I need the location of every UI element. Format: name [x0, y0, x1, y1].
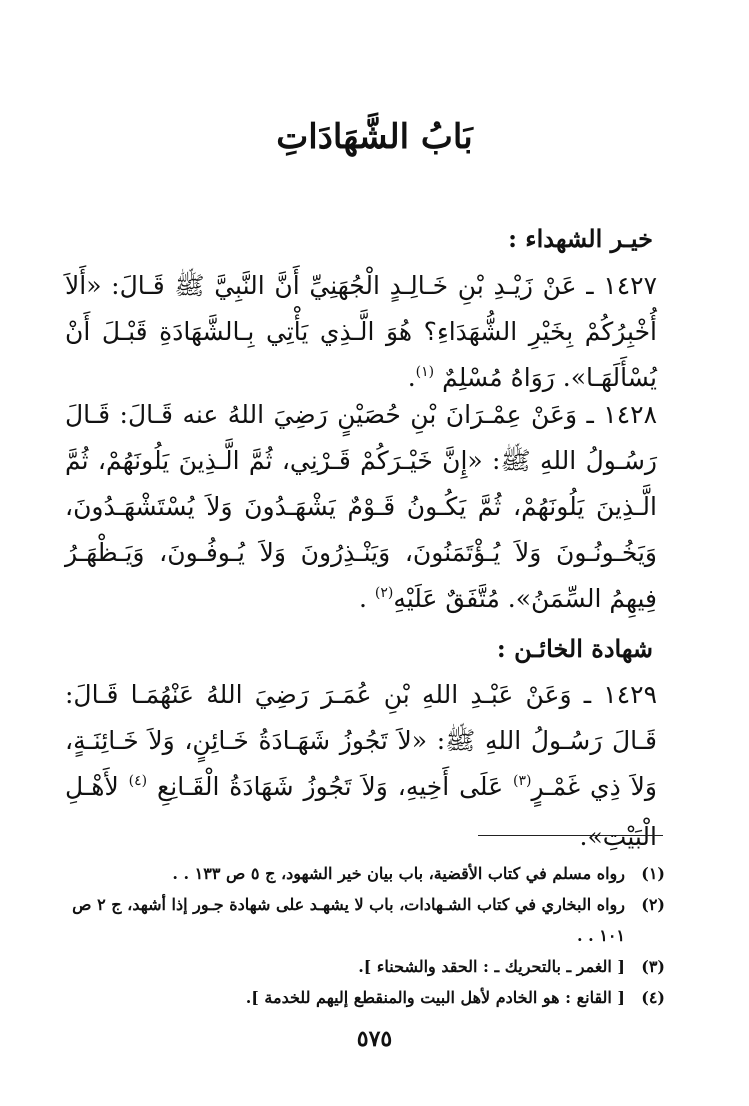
- hadith-1427-end: .: [407, 363, 416, 392]
- hadith-1429-mid: عَلَى أَخِيهِ، وَلاَ تَجُوزُ شَهَادَةُ الْقَـانِعِ: [156, 772, 514, 801]
- hadith-1428-text: ١٤٢٨ ـ وَعَنْ عِمْـرَانَ بْنِ حُصَيْنٍ رَضِيَ اللهُ عنه قَـالَ: قَـالَ رَسُـولُ اللهِ ﷺ: «إِنَّ خَيْـرَكُمْ قَـرْنِي، ثُمَّ الَّـذِينَ يَلُونَهُمْ، ثُمَّ الَّـذِينَ يَلُونَهُمْ، ثُمَّ يَكُـونُ قَـوْمٌ يَشْهَـدُونَ وَلاَ يُسْتَشْهَـدُونَ، وَيَخُـونُـونَ وَلاَ يُـؤْتَمَنُونَ، وَيَنْـذِرُونَ وَلاَ يُـوفُـونَ، وَيَـظْهَـرُ فِيهِمُ السِّمَنُ». مُتَّفَقٌ عَلَيْهِ: [65, 400, 657, 613]
- footnote-number: (٣): [641, 957, 665, 976]
- footnote-text: [ الغمر ـ بالتحريك ـ : الحقد والشحناء ].: [358, 957, 625, 976]
- hadith-1428: [65, 392, 657, 626]
- footnote-ref-2: (٢): [374, 585, 394, 601]
- footnote-ref-3: (٣): [513, 773, 532, 789]
- chapter-title: بَابُ الشَّهَادَاتِ: [276, 117, 473, 157]
- footnote-2: [69, 889, 665, 951]
- footnote-number: (١): [641, 864, 665, 883]
- hadith-1427-text: ١٤٢٧ ـ عَنْ زَيْـدِ بْنِ خَـالِـدٍ الْجُهَنِيِّ أَنَّ النَّبِيَّ ﷺ قَـالَ: «أَلاَ أُخْبِرُكُمْ بِخَيْرِ الشُّهَدَاءِ؟ هُوَ الَّـذِي يَأْتِي بِـالشَّهَادَةِ قَبْـلَ أَنْ يُسْأَلَهَـا». رَوَاهُ مُسْلِمٌ: [65, 271, 657, 392]
- hadith-1427: [65, 263, 657, 405]
- footnote-text: [ القانع : هو الخادم لأهل البيت والمنقطع إليهم للخدمة ].: [245, 988, 625, 1007]
- hadith-1429-text: ١٤٢٩ ـ وَعَنْ عَبْـدِ اللهِ بْنِ عُمَـرَ رَضِيَ اللهُ عَنْهُمَـا قَـالَ: قَـالَ رَسُـولُ اللهِ ﷺ: «لاَ تَجُوزُ شَهَـادَةُ خَـائِنٍ، وَلاَ خَـائِنَـةٍ، وَلاَ ذِي غَمْـرٍ: [65, 680, 657, 801]
- footnote-text: رواه البخاري في كتاب الشـهادات، باب لا يشهـد على شهادة جـور إذا أشهد، ج ٢ ص ١٠١ . .: [72, 895, 625, 945]
- footnote-number: (٢): [641, 895, 665, 914]
- footnotes: [69, 858, 665, 1013]
- footnote-ref-1: (١): [415, 364, 435, 380]
- footnote-4: [69, 982, 665, 1013]
- page-number: ٥٧٥: [356, 1026, 393, 1052]
- section-heading-traitor-testimony: شهادة الخائـن :: [496, 634, 653, 663]
- section-heading-best-witnesses: خيـر الشهداء :: [508, 224, 653, 253]
- footnote-divider: [478, 835, 663, 836]
- footnote-1: [69, 858, 665, 889]
- footnote-ref-4: (٤): [128, 773, 148, 789]
- hadith-1429-end: لأَهْـلِ الْبَيْتِ».: [65, 772, 657, 851]
- footnote-number: (٤): [641, 988, 665, 1007]
- footnote-3: [69, 951, 665, 982]
- hadith-1428-end: .: [358, 584, 367, 613]
- footnote-text: رواه مسلم في كتاب الأقضية، باب بيان خير الشهود، ج ٥ ص ١٣٣ . .: [172, 864, 625, 883]
- hadith-1429: [65, 672, 657, 860]
